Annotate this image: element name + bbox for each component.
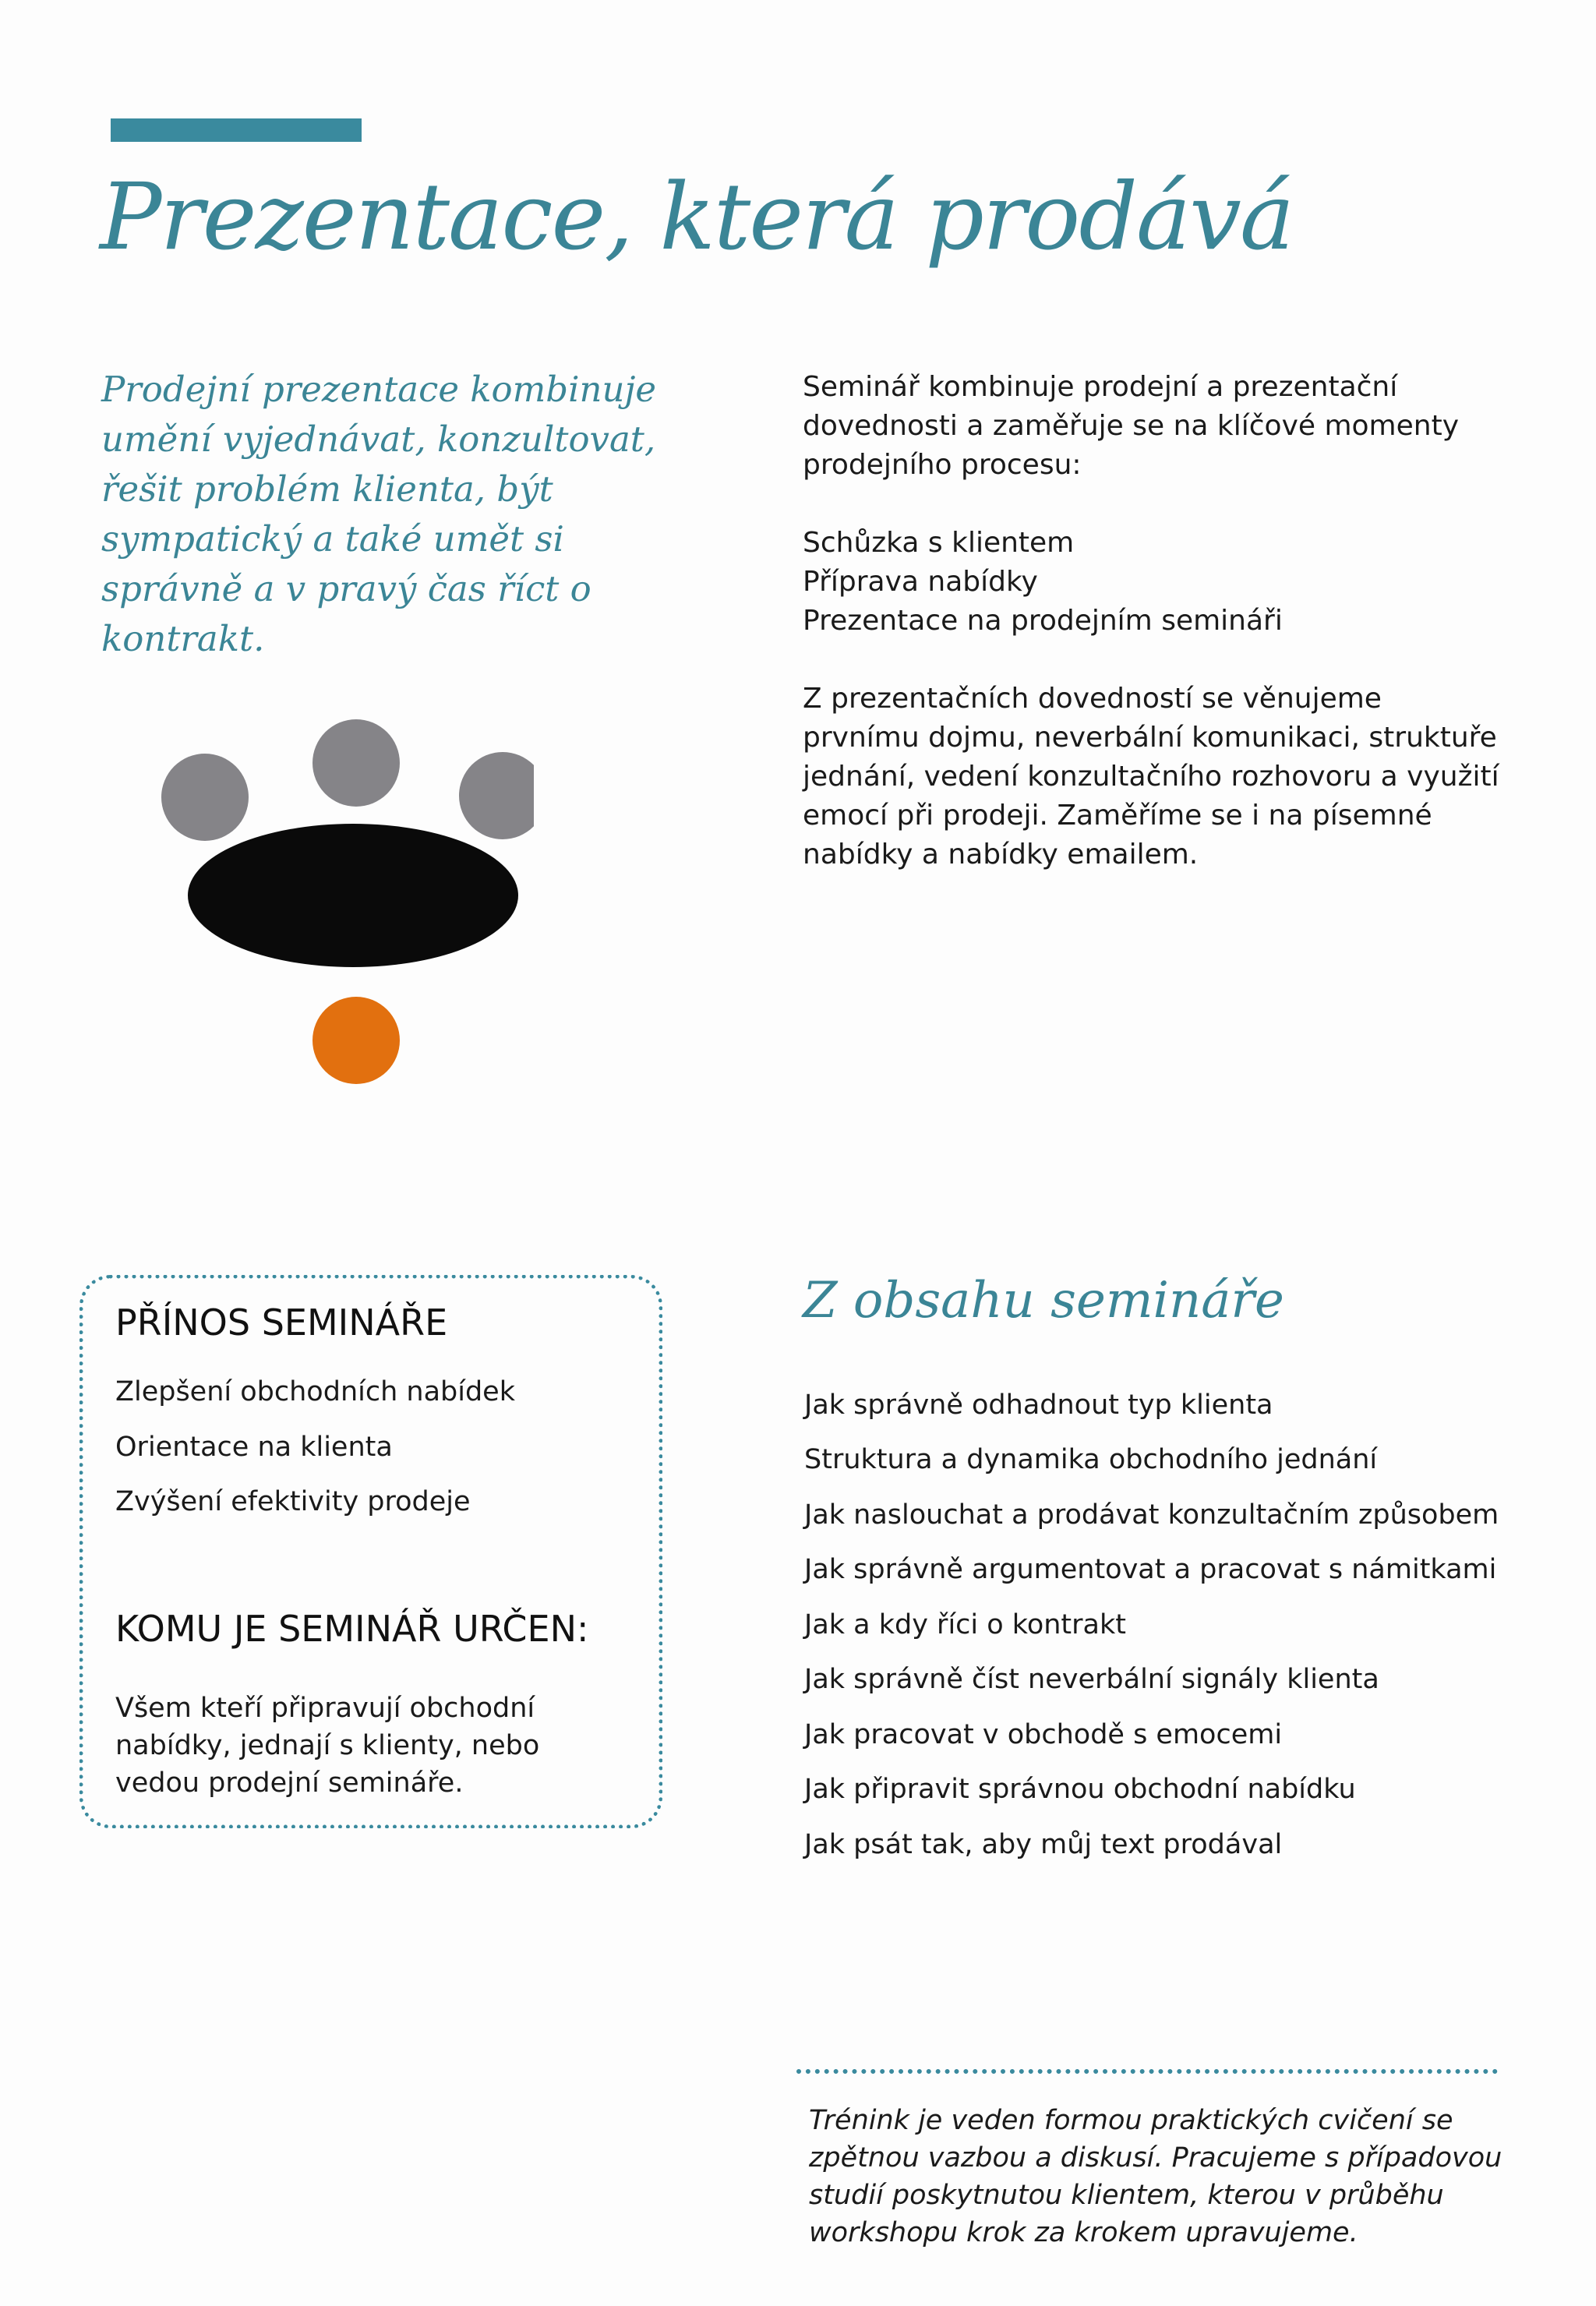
participant-center-icon <box>312 719 400 807</box>
key-moment-item: Příprava nabídky <box>803 566 1038 598</box>
contents-item: Jak a kdy říci o kontrakt <box>804 1609 1126 1640</box>
contents-item: Jak správně odhadnout typ klienta <box>804 1390 1273 1421</box>
benefit-item: Zvýšení efektivity prodeje <box>115 1486 471 1517</box>
contents-item: Jak pracovat v obchodě s emocemi <box>804 1719 1283 1750</box>
table-icon <box>188 824 518 967</box>
participant-right-icon <box>459 752 534 839</box>
contents-item: Jak správně číst neverbální signály klienta <box>804 1664 1379 1695</box>
footer-divider <box>796 2069 1498 2074</box>
page-title: Prezentace, která prodává <box>100 163 1294 270</box>
intro-paragraph: Seminář kombinuje prodejní a prezentační dovednosti a zaměřuje se na klíčové momenty prodejního procesu: <box>803 371 1460 481</box>
audience-text: Všem kteří připravují obchodní nabídky, jednají s klienty, nebo vedou prodejní semináře. <box>115 1693 540 1799</box>
participant-left-icon <box>161 754 249 841</box>
contents-item: Jak správně argumentovat a pracovat s námitkami <box>804 1554 1497 1585</box>
contents-heading: Z obsahu semináře <box>803 1272 1284 1330</box>
key-moment-item: Prezentace na prodejním semináři <box>803 605 1283 637</box>
benefits-heading: PŘÍNOS SEMINÁŘE <box>115 1301 448 1344</box>
contents-item: Struktura a dynamika obchodního jednání <box>804 1444 1378 1475</box>
contents-item: Jak psát tak, aby můj text prodával <box>804 1829 1283 1860</box>
benefit-item: Orientace na klienta <box>115 1432 393 1463</box>
key-moments-list <box>803 524 1504 641</box>
contents-item: Jak naslouchat a prodávat konzultačním způsobem <box>804 1499 1499 1531</box>
presenter-icon <box>312 997 400 1084</box>
audience-heading: KOMU JE SEMINÁŘ URČEN: <box>115 1608 589 1650</box>
meeting-table-illustration <box>152 705 534 1103</box>
benefit-item: Zlepšení obchodních nabídek <box>115 1376 515 1407</box>
lead-paragraph: Prodejní prezentace kombinuje umění vyjednávat, konzultovat, řešit problém klienta, být sympatický a také umět si správně a v pravý čas říct o kontrakt. <box>101 369 657 659</box>
accent-bar <box>111 118 362 142</box>
training-note: Trénink je veden formou praktických cvičení se zpětnou vazbou a diskusí. Pracujeme s případovou studií poskytnutou klientem, kterou v průběhu workshopu krok za krokem upravujeme. <box>809 2105 1502 2248</box>
contents-item: Jak připravit správnou obchodní nabídku <box>804 1774 1356 1805</box>
key-moment-item: Schůzka s klientem <box>803 527 1075 559</box>
intro-column <box>803 368 1504 913</box>
skills-paragraph: Z prezentačních dovedností se věnujeme prvnímu dojmu, neverbální komunikaci, struktuře jednání, vedení konzultačního rozhovoru a využití emocí při prodeji. Zaměříme se i na písemné nabídky a nabídky emailem. <box>803 683 1499 870</box>
